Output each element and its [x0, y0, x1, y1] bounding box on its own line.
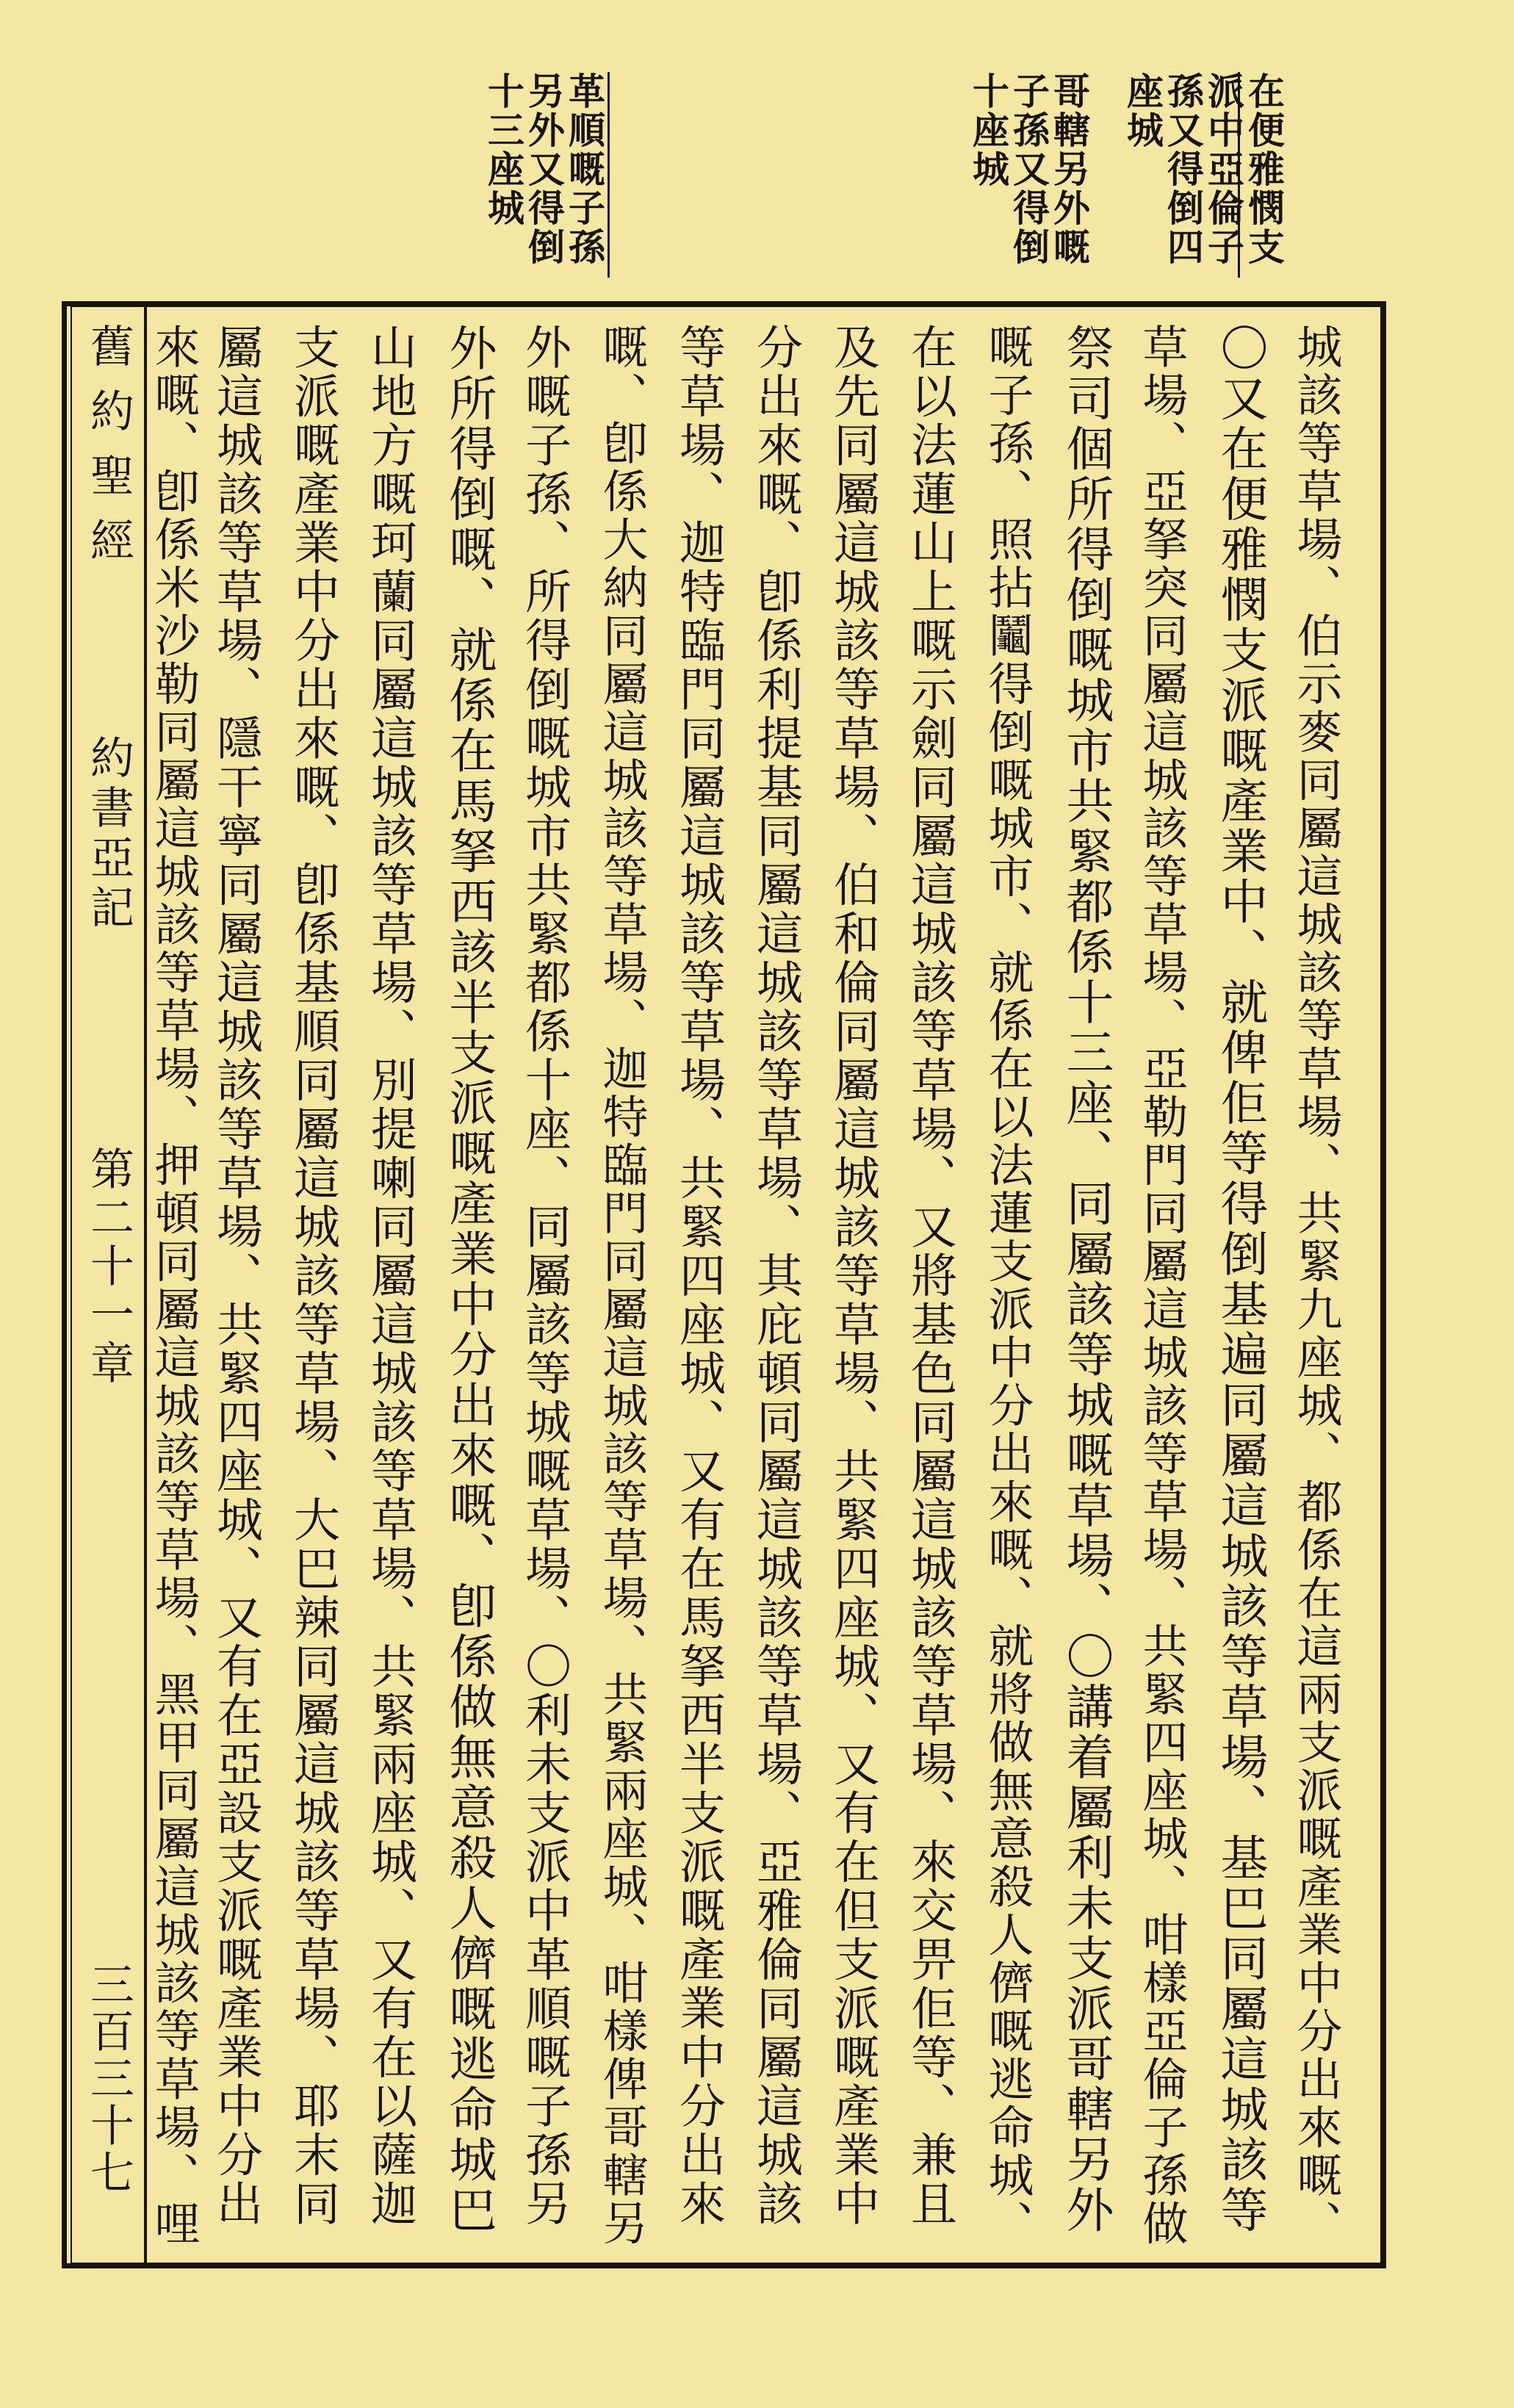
column-text: 〇又在便雅憫支派嘅產業中、就俾佢等得倒基遍同屬這城該等草場、基巴同屬這城該等: [1212, 323, 1267, 2235]
headnote-line: 孫又得倒四: [1161, 72, 1205, 267]
text-column-8: [749, 323, 821, 2255]
headnote-line: 座城: [1121, 72, 1164, 150]
headnote-line: 另外又得倒: [522, 72, 566, 267]
column-text: 外嘅子孫、所得倒嘅城市共緊都係十座、同屬該等城嘅草場、〇利未支派中革順嘅子孫另: [518, 323, 572, 2229]
column-text: 及先同屬這城該等草場、伯和倫同屬這城該等草場、共緊四座城、又有在但支派嘅產業中: [826, 323, 880, 2229]
headnote-rule: [608, 72, 610, 278]
chapter-label: 第二十一章: [83, 1146, 134, 1388]
margin-column: [81, 323, 140, 2248]
text-column-16: [147, 323, 218, 2255]
text-column-4: [1058, 323, 1129, 2255]
text-column-13: [364, 323, 435, 2255]
column-text: 祭司個所得倒嘅城市共緊都係十三座、同屬該等城嘅草場、〇講着屬利未支派哥轄另外: [1058, 323, 1113, 2235]
page-number: 三百三十七: [83, 1961, 134, 2196]
text-column-14: [286, 323, 358, 2255]
column-text: 城該等草場、伯示麥同屬這城該等草場、共緊九座城、都係在這兩支派嘅產業中分出來嘅、: [1289, 323, 1343, 2248]
headnote-line: 子孫又得倒: [1007, 72, 1050, 267]
column-text: 嘅子孫、照拈鬮得倒嘅城市、就係在以法蓮支派中分出來嘅、就將做無意殺人儕嘅逃命城、: [981, 323, 1034, 2248]
headnote-line: 革順嘅子孫: [563, 72, 606, 267]
column-text: 外所得倒嘅、就係在馬拏西該半支派嘅產業中分出來嘅、卽係做無意殺人儕嘅逃命城巴: [441, 323, 496, 2235]
column-text: 嘅、卽係大納同屬這城該等草場、迦特臨門同屬這城該等草場、共緊兩座城、咁樣俾哥轄另: [595, 323, 649, 2248]
column-text: 草場、亞拏突同屬這城該等草場、亞勒門同屬這城該等草場、共緊四座城、咁樣亞倫子孫做: [1135, 323, 1189, 2248]
column-text: 在以法蓮山上嘅示劍同屬這城該等草場、又將基色同屬這城該等草場、來交畀佢等、兼且: [904, 323, 957, 2229]
text-column-5: [981, 323, 1052, 2255]
column-text: 來嘅、卽係米沙勒同屬這城該等草場、押頓同屬這城該等草場、黑甲同屬這城該等草場、哩: [147, 323, 201, 2248]
text-column-12: [441, 323, 512, 2255]
column-text: 等草場、迦特臨門同屬這城該等草場、共緊四座城、又有在馬拏西半支派嘅產業中分出來: [672, 323, 726, 2229]
section-title: 約書亞記: [83, 735, 134, 934]
text-column-2: [1212, 323, 1283, 2255]
book-title: 舊約聖經: [83, 323, 134, 582]
column-text: 山地方嘅珂蘭同屬這城該等草場、別提喇同屬這城該等草場、共緊兩座城、又有在以薩迦: [364, 323, 417, 2229]
column-text: 支派嘅產業中分出來嘅、卽係基順同屬這城該等草場、大巴辣同屬這城該等草場、耶末同: [286, 323, 340, 2229]
headnote-left: [455, 72, 617, 285]
headnote-line: 十三座城: [482, 72, 525, 228]
text-column-6: [904, 323, 975, 2255]
text-column-3: [1135, 323, 1206, 2255]
column-text: 屬這城該等草場、隱干寧同屬這城該等草場、共緊四座城、又有在亞設支派嘅產業中分出: [209, 323, 263, 2229]
headnote-line: 派中亞倫子: [1202, 72, 1245, 267]
headnote-line: 在便雅憫支: [1242, 72, 1286, 267]
text-column-11: [518, 323, 589, 2255]
text-column-9: [672, 323, 743, 2255]
text-column-10: [595, 323, 666, 2255]
headnote-right: [940, 72, 1293, 285]
headnote-line: 十座城: [967, 72, 1010, 189]
text-column-1: [1289, 323, 1360, 2255]
text-column-7: [826, 323, 898, 2255]
text-column-15: [209, 323, 281, 2255]
column-text: 分出來嘅、卽係利提基同屬這城該等草場、其庇頓同屬這城該等草場、亞雅倫同屬這城該: [749, 323, 803, 2229]
headnote-line: 哥轄另外嘅: [1048, 72, 1091, 267]
